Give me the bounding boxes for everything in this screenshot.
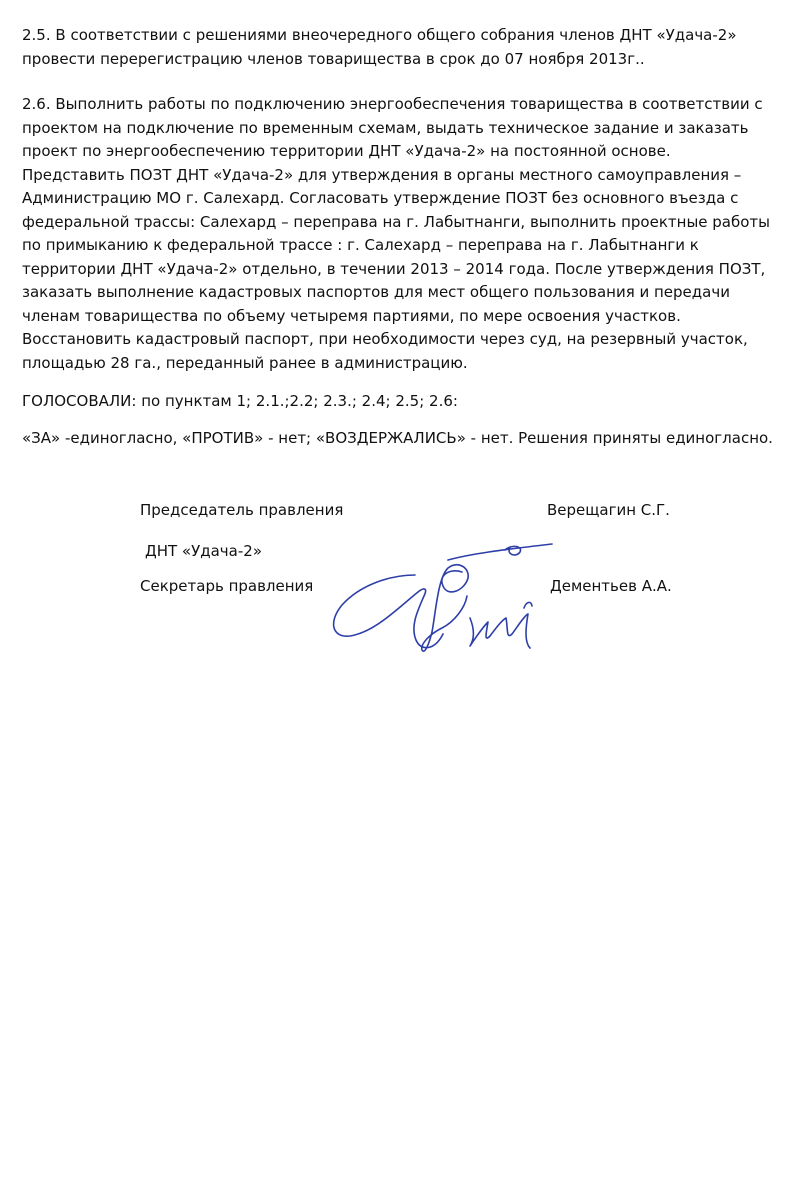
signature-stroke: [470, 614, 530, 648]
signature-stroke: [334, 575, 443, 648]
chair-title: Председатель правления: [140, 501, 344, 519]
section-2-6: [22, 93, 782, 375]
voting-result: [22, 427, 782, 451]
voting-statement-text: ГОЛОСОВАЛИ: по пунктам 1; 2.1.;2.2; 2.3.; 2.4; 2.5; 2.6:: [22, 392, 458, 410]
secretary-name: Дементьев А.А.: [550, 577, 672, 595]
organization-name: ДНТ «Удача-2»: [145, 542, 262, 560]
voting-result-text: «ЗА» -единогласно, «ПРОТИВ» - нет; «ВОЗДЕРЖАЛИСЬ» - нет. Решения приняты единогласно.: [22, 429, 773, 447]
signature-stroke: [422, 565, 468, 651]
handwritten-signature: [320, 530, 560, 665]
signature-stroke: [448, 544, 552, 560]
section-2-6-line: членам товарищества по объему четыремя партиями, по мере освоения участков.: [22, 306, 681, 325]
section-2-6-line: по примыканию к федеральной трассе : г. Салехард – переправа на г. Лабытнанги к: [22, 236, 699, 254]
signature-stroke: [524, 602, 532, 608]
section-2-6-line: заказать выполнение кадастровых паспортов для мест общего пользования и передачи: [22, 283, 730, 301]
signature-stroke: [505, 546, 521, 555]
section-2-6-line: 2.6. Выполнить работы по подключению энергообеспечения товарищества в соответствии с: [22, 95, 763, 113]
secretary-title: Секретарь правления: [140, 577, 314, 595]
section-2-5: [22, 24, 782, 71]
section-2-6-line: Представить ПОЗТ ДНТ «Удача-2» для утверждения в органы местного самоуправления –: [22, 165, 742, 184]
voting-statement: [22, 390, 782, 414]
section-2-6-line: территории ДНТ «Удача-2» отдельно, в течении 2013 – 2014 года. После утверждения ПОЗТ,: [22, 259, 766, 278]
section-2-6-line: проект по энергообеспечению территории ДНТ «Удача-2» на постоянной основе.: [22, 142, 671, 160]
section-2-6-line: Восстановить кадастровый паспорт, при необходимости через суд, на резервный участок,: [22, 330, 748, 348]
section-2-6-line: Администрацию МО г. Салехард. Согласовать утверждение ПОЗТ без основного въезда с: [22, 189, 739, 207]
section-2-5-line: 2.5. В соответствии с решениями внеочередного общего собрания членов ДНТ «Удача-2»: [22, 26, 737, 44]
section-2-6-line: проектом на подключение по временным схемам, выдать техническое задание и заказать: [22, 118, 749, 137]
section-2-5-line: провести перерегистрацию членов товарищества в срок до 07 ноября 2013г..: [22, 49, 645, 68]
section-2-6-line: федеральной трассы: Салехард – переправа на г. Лабытнанги, выполнить проектные работы: [22, 212, 771, 231]
section-2-6-line: площадью 28 га., переданный ранее в администрацию.: [22, 353, 468, 372]
chair-name: Верещагин С.Г.: [547, 501, 670, 519]
